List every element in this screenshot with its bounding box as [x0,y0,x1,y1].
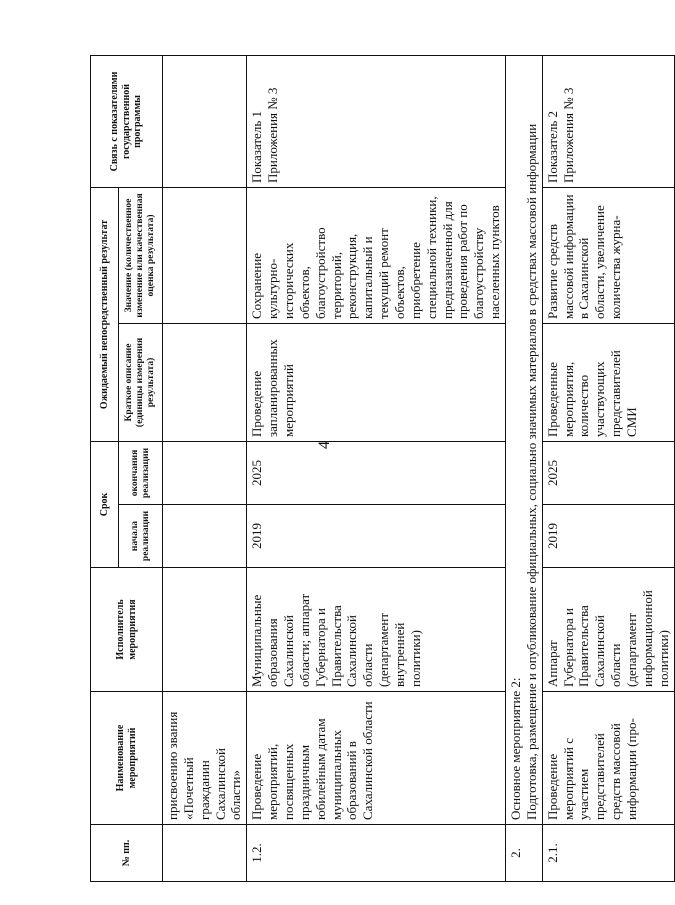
section-title: Основное мероприятие 2: [508,677,524,820]
cell-value: Сохранение культурно-исторических объектов, благоустройство территорий, реконструкция, капитальный и текущий ремонт объектов, приобретение специальной техники, предназначенной для проведения работ по благоустройству населенных пунктов [247,187,506,323]
cell-executor: Муниципальные образования Сахалинской области; аппарат Губернатора и Правительства Сахалинской области (департамент внутренней политики) [247,568,506,692]
cell-num [163,825,247,882]
cell-desc: Проведенные мероприятия, количество участвующих представителей СМИ [542,323,674,441]
cell-start [163,505,247,568]
cell-name: Проведение мероприятий с участием представителей средств массовой информации (про- [542,692,674,825]
table-row [542,55,674,881]
header-term: Срок [91,441,119,567]
section-subtitle: Подготовка, размещение и опубликование официальных, социально значимых материалов в средствах массовой информации [523,123,539,820]
cell-start: 2019 [542,505,674,568]
section-title-cell [506,55,543,824]
cell-start: 2019 [247,505,506,568]
cell-link [163,55,247,187]
header-num: № пп. [91,825,163,882]
cell-end: 2025 [542,441,674,504]
cell-desc: Проведение запланированных мероприятий [247,323,506,441]
cell-value [163,187,247,323]
header-row [91,55,119,881]
header-term-end: окончания реализации [119,441,163,504]
page-number: 4 [316,441,333,449]
table-row [163,55,247,881]
cell-num: 1.2. [247,825,506,882]
cell-desc [163,323,247,441]
cell-value: Развитие средств массовой информации в Сахалинской области, увеличение количества журна- [542,187,674,323]
cell-executor [163,568,247,692]
header-short-desc: Краткое описание (единицы измерения результата) [119,323,163,441]
cell-link: Показатель 2 Приложения № 3 [542,55,674,187]
header-value: Значение (количественное изменение или качественная оценка результата) [119,187,163,323]
header-expected: Ожидаемый непосредственный результат [91,187,119,441]
table-row [247,55,506,881]
section-num: 2. [506,825,543,882]
cell-name: присвоению звания «Почетный гражданин Сахалинской области» [163,692,247,825]
section-row [506,55,543,881]
header-name: Наименование мероприятий [91,692,163,825]
cell-link: Показатель 1 Приложения № 3 [247,55,506,187]
header-executor: Исполнитель мероприятия [91,568,163,692]
cell-num: 2.1. [542,825,674,882]
cell-end: 2025 [247,441,506,504]
cell-end [163,441,247,504]
header-term-start: начала реализации [119,505,163,568]
cell-name: Проведение мероприятий, посвященных праздничным юбилейным датам муниципальных образований в Сахалинской области [247,692,506,825]
measures-table [90,55,675,882]
header-link: Связь с показателями государственной программы [91,55,163,187]
cell-executor: Аппарат Губернатора и Правительства Сахалинской области (департамент информационной политики) [542,568,674,692]
rotated-page [90,56,671,882]
